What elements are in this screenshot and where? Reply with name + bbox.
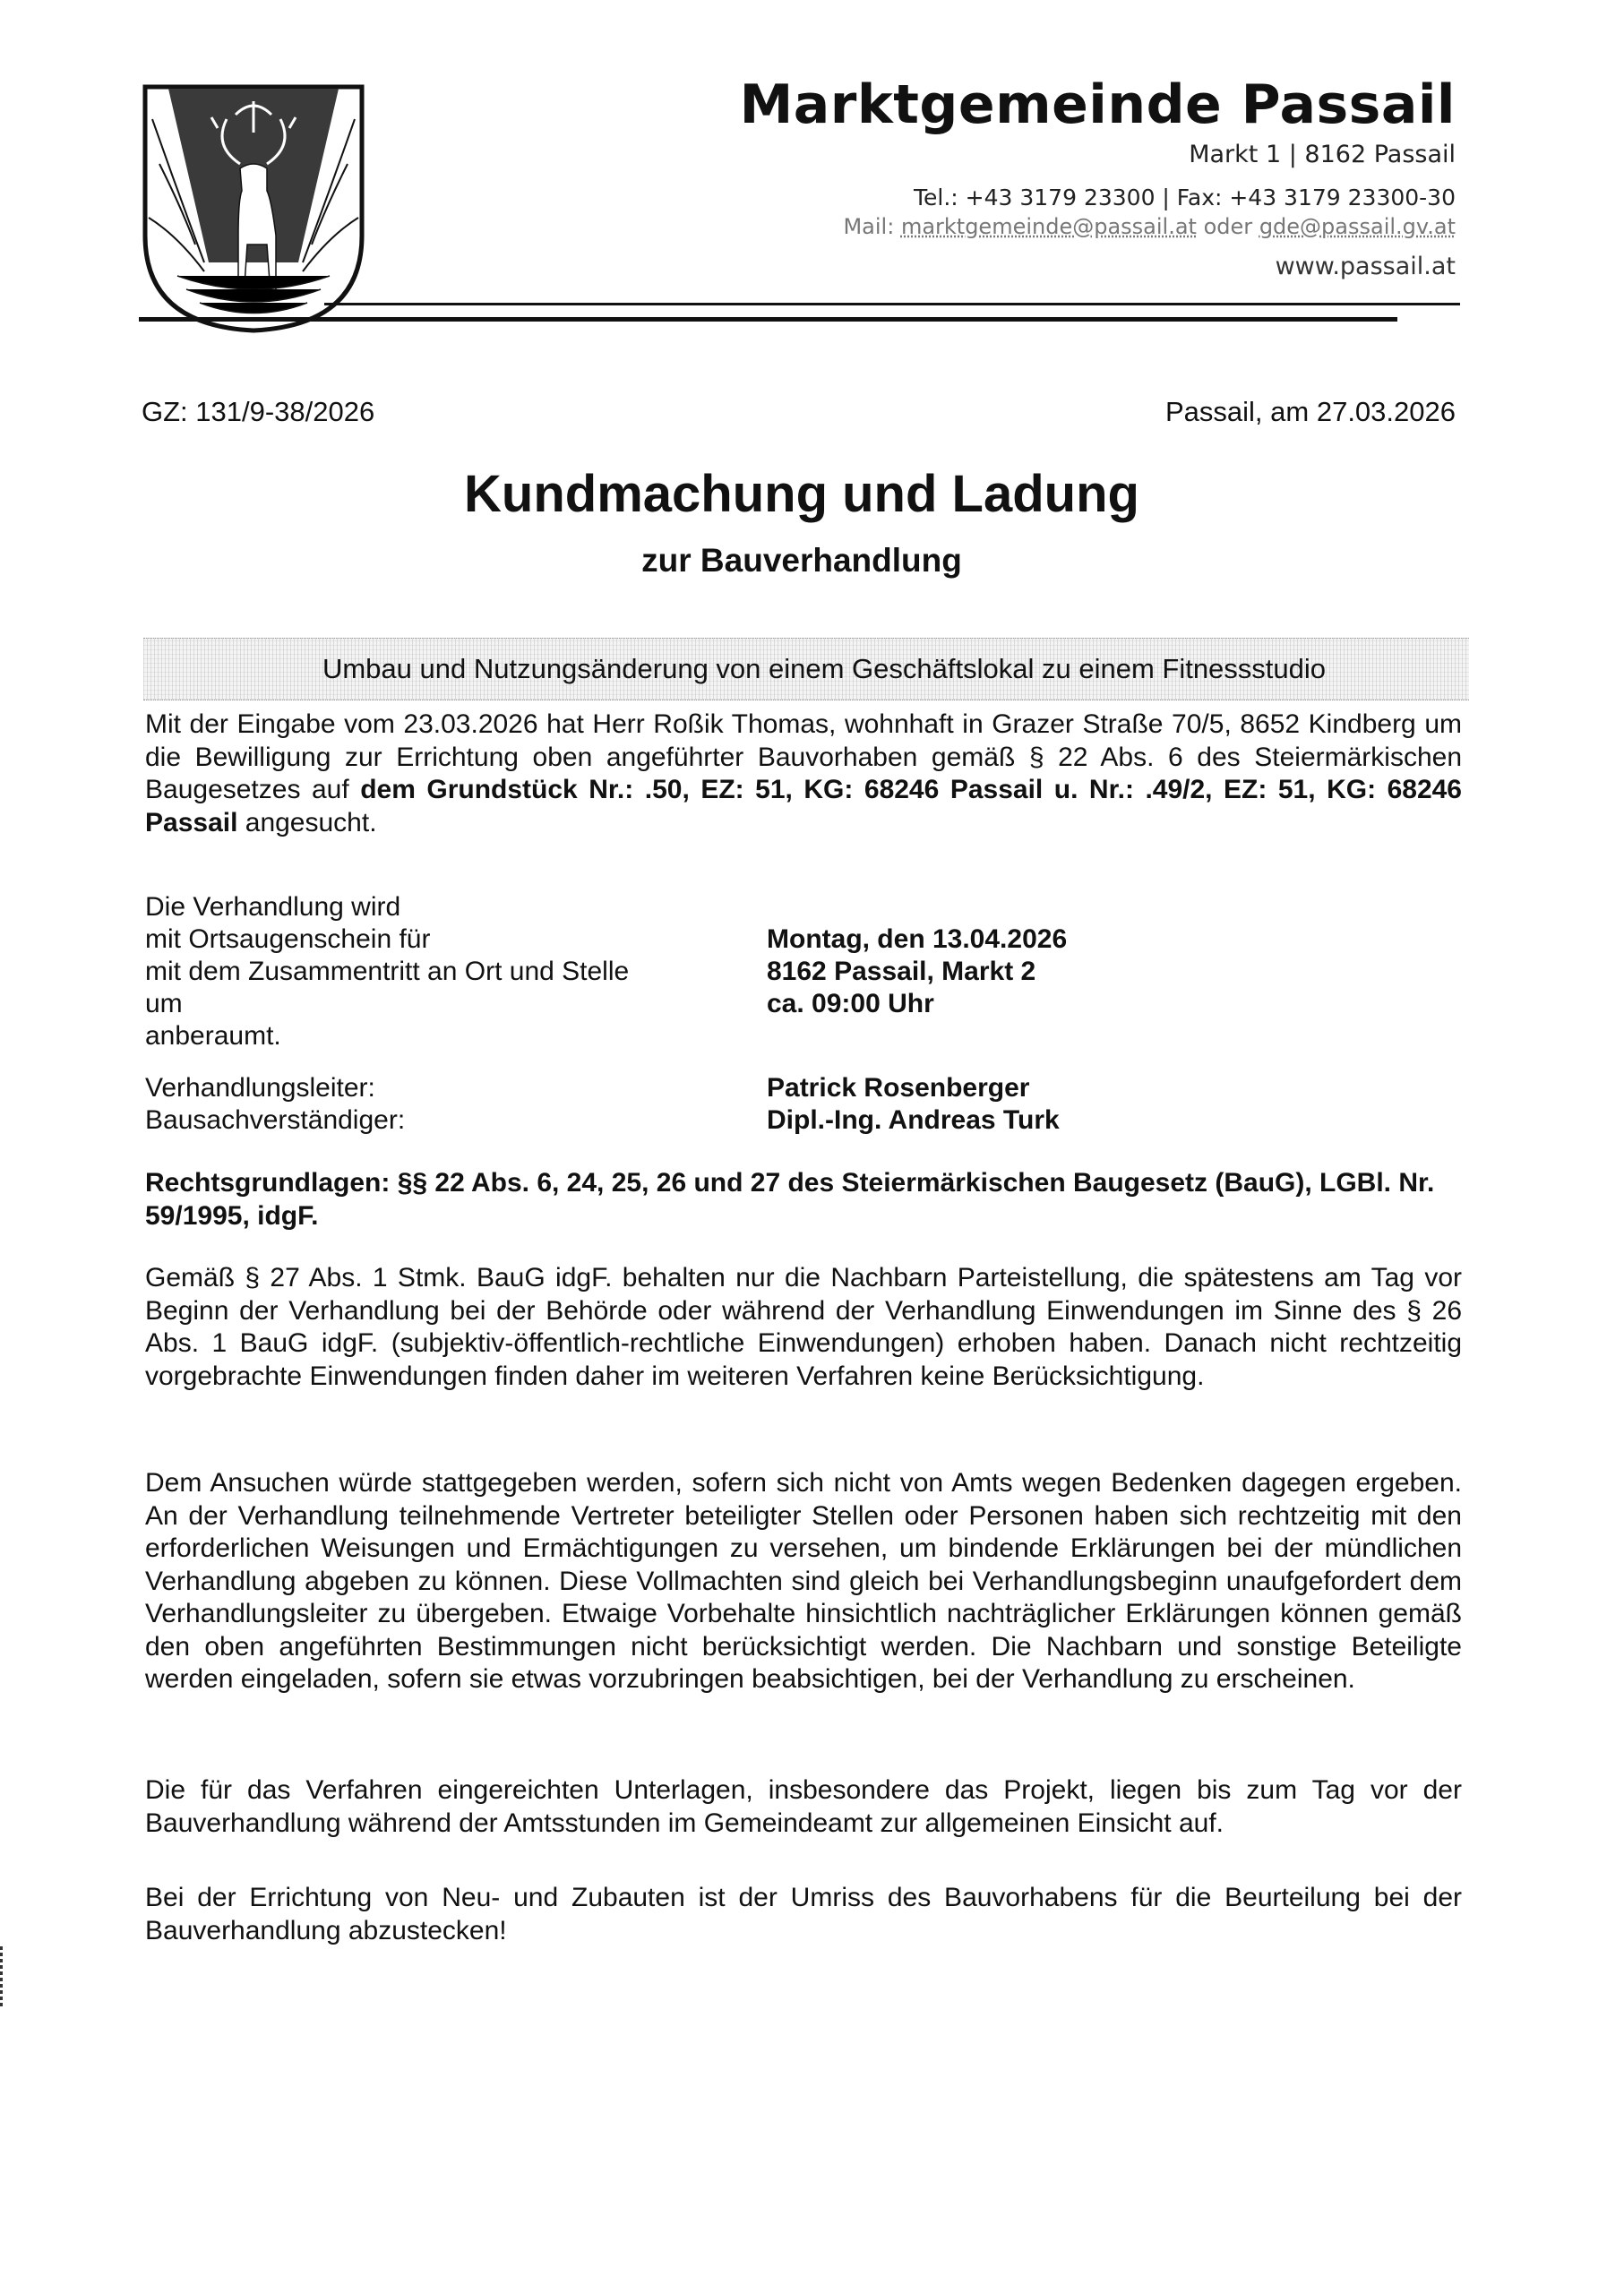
hearing-line-1: Die Verhandlung wird [145,892,401,922]
scan-edge-artifact [0,1944,3,2006]
application-text-start: Mit der Eingabe vom 23.03.2026 hat Herr Roßik Thomas, wohnhaft in Grazer Straße 70/5, 8652 Kindberg um die Bewilligung zur Errichtung oben angeführter Bauvorhaben gemäß § 22 Abs. 6 des Steiermärkischen Baugesetzes auf [145,709,1462,804]
website-link[interactable]: www.passail.at [1275,253,1456,280]
header-divider-bottom [139,317,1397,322]
header-divider-top [324,303,1460,305]
email-link-secondary[interactable]: gde@passail.gv.at [1259,214,1456,239]
hearing-date: Montag, den 13.04.2026 [767,924,1068,954]
subject-banner [143,638,1469,700]
mail-label: Mail: [843,214,895,239]
subject-text: Umbau und Nutzungsänderung von einem Geschäftslokal zu einem Fitnessstudio [322,653,1327,684]
document-title: Kundmachung und Ladung [464,465,1139,523]
parcel-details: dem Grundstück Nr.: .50, EZ: 51, KG: 68246 Passail u. Nr.: .49/2, EZ: 51, KG: 68246 Passail [145,775,1462,837]
hearing-line-3: mit dem Zusammentritt an Ort und Stelle [145,957,630,986]
organization-phone-fax: Tel.: +43 3179 23300 | Fax: +43 3179 23300-30 [914,185,1456,210]
organization-name: Marktgemeinde Passail [739,73,1456,136]
document-subtitle: zur Bauverhandlung [641,542,962,579]
expert-label: Bausachverständiger: [145,1105,406,1135]
objections-paragraph: Gemäß § 27 Abs. 1 Stmk. BauG idgF. behalten nur die Nachbarn Parteistellung, die spätestens am Tag vor Beginn der Verhandlung bei der Behörde oder während der Verhandlung Einwendungen im Sinne des § 26 Abs. 1 BauG idgF. (subjektiv-öffentlich-rechtliche Einwendungen) erhoben haben. Danach nicht rechtzeitig vorgebrachte Einwendungen finden daher im weiteren Verfahren keine Berücksichtigung. [145,1263,1462,1391]
mail-connector: oder [1203,214,1253,239]
organization-email-line [843,214,1456,239]
hearing-line-5: anberaumt. [145,1021,281,1051]
approval-paragraph: Dem Ansuchen würde stattgegeben werden, sofern sich nicht von Amts wegen Bedenken dagegen ergeben. An der Verhandlung teilnehmende Vertreter beteiligter Stellen oder Personen haben sich rechtzeitig mit den erforderlichen Weisungen und Ermächtigungen zu versehen, um bindende Erklärungen bei der mündlichen Verhandlung abgeben zu können. Diese Vollmachten sind gleich bei Verhandlungsbeginn unaufgefordert dem Verhandlungsleiter zu übergeben. Etwaige Vorbehalte hinsichtlich nachträglicher Erklärungen können gemäß den oben angeführten Bestimmungen nicht berücksichtigt werden. Die Nachbarn und sonstige Beteiligte werden eingeladen, sofern sie etwas vorzubringen beabsichtigen, bei der Verhandlung zu erscheinen. [145,1468,1462,1694]
documents-paragraph: Die für das Verfahren eingereichten Unterlagen, insbesondere das Projekt, liegen bis zum Tag vor der Bauverhandlung während der Amtsstunden im Gemeindeamt zur allgemeinen Einsicht auf. [145,1775,1462,1838]
file-number: GZ: 131/9-38/2026 [142,396,375,427]
application-paragraph [145,709,1462,839]
leader-name: Patrick Rosenberger [767,1073,1030,1103]
hearing-location: 8162 Passail, Markt 2 [767,957,1036,986]
email-link-primary[interactable]: marktgemeinde@passail.at [900,214,1197,239]
leader-label: Verhandlungsleiter: [145,1073,375,1103]
hearing-time: ca. 09:00 Uhr [767,989,934,1018]
legal-basis: Rechtsgrundlagen: §§ 22 Abs. 6, 24, 25, 26 und 27 des Steiermärkischen Baugesetz (BauG), LGBl. Nr. 59/1995, idgF. [145,1168,1435,1231]
staking-paragraph: Bei der Errichtung von Neu- und Zubauten ist der Umriss des Bauvorhabens für die Beurteilung bei der Bauverhandlung abzustecken! [145,1883,1462,1945]
place-date: Passail, am 27.03.2026 [1165,396,1456,427]
hearing-line-2: mit Ortsaugenschein für [145,924,431,954]
hearing-line-4: um [145,989,183,1018]
application-text-end: angesucht. [237,807,377,837]
organization-address: Markt 1 | 8162 Passail [1189,141,1456,168]
coat-of-arms-stag-icon [142,83,365,334]
expert-name: Dipl.-Ing. Andreas Turk [767,1105,1060,1135]
